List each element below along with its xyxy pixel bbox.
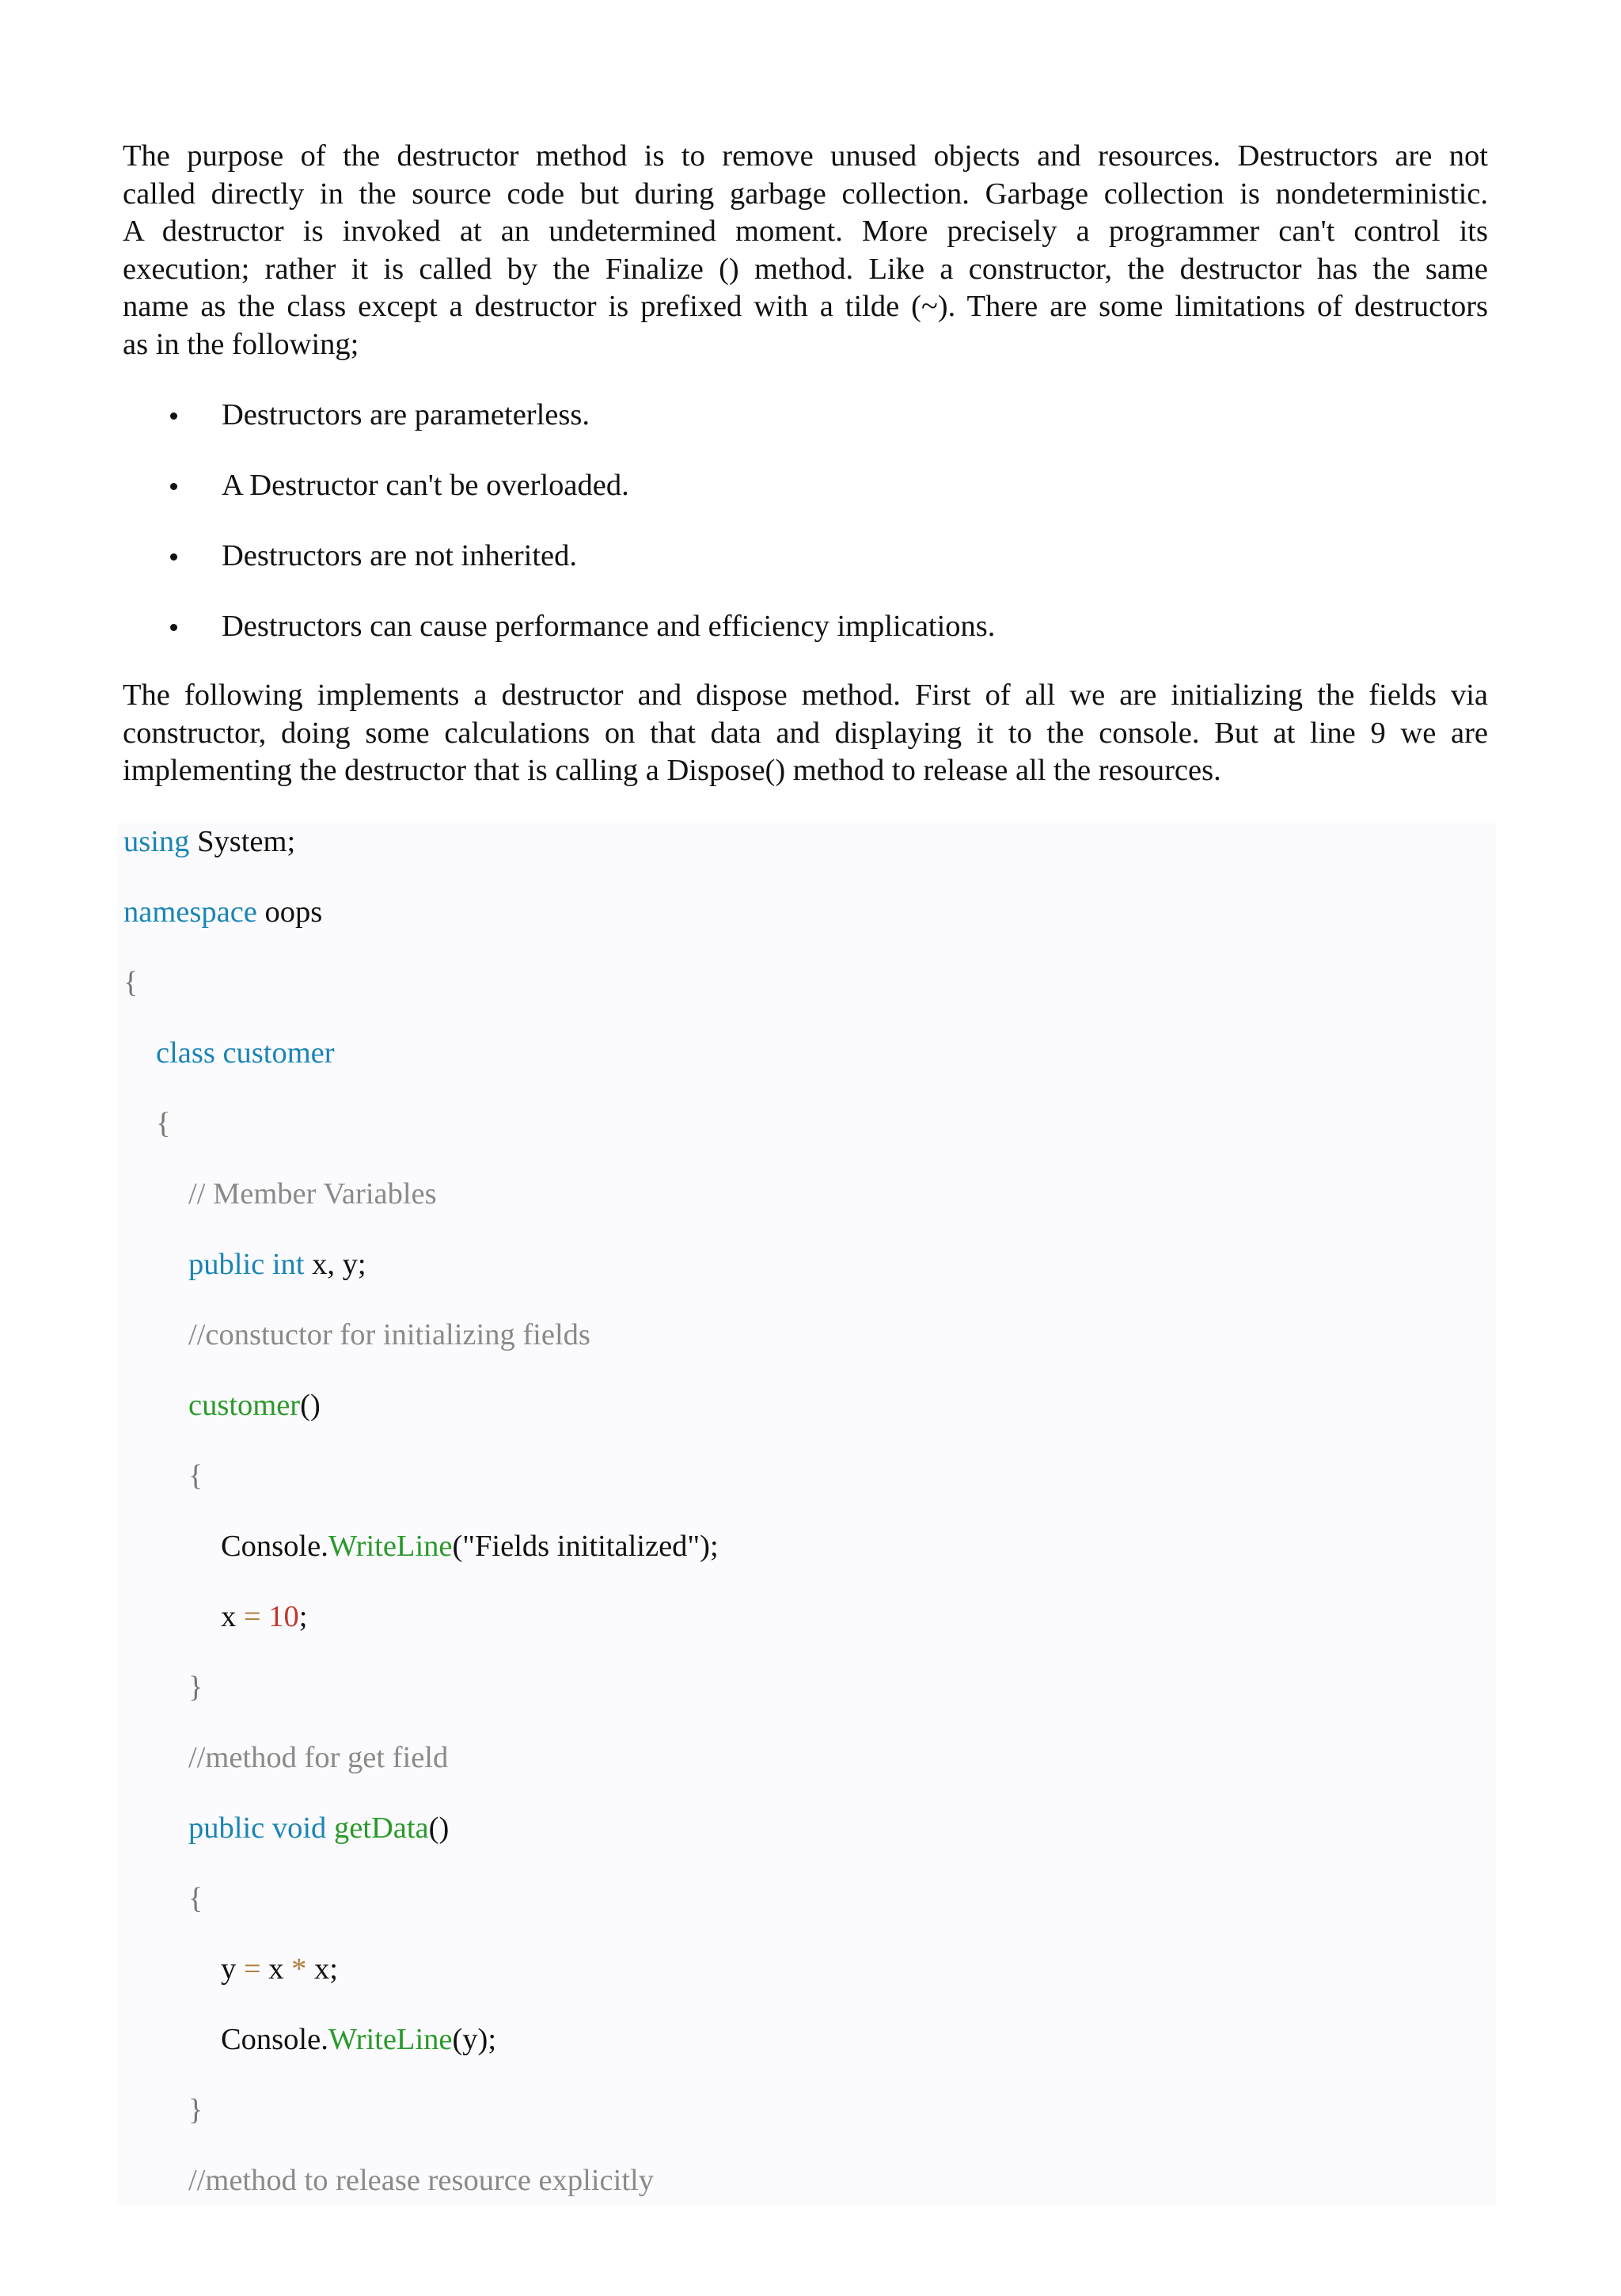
code-line [188, 1176, 437, 1214]
code-keyword: class customer [156, 1036, 335, 1070]
list-item [123, 397, 1468, 467]
text-line: constructor, doing some calculations on that data and displaying it to the console. But at line 9 we are [123, 716, 1488, 750]
code-block [117, 823, 1496, 2205]
text-line: as in the following; [123, 327, 359, 361]
code-text: System; [189, 825, 296, 858]
code-keyword: public int [188, 1248, 305, 1281]
code-text: ; [298, 1600, 308, 1633]
list-item [123, 467, 1468, 538]
code-line [123, 894, 322, 932]
code-line [188, 2092, 203, 2130]
text-line: The purpose of the destructor method is to remove unused objects and resources. Destructors are not [123, 139, 1488, 173]
code-operator: = [243, 1952, 261, 1986]
text-line: called directly in the source code but during garbage collection. Garbage collection is nondeterministic. [123, 177, 1488, 211]
list-item-text: Destructors are parameterless. [222, 398, 590, 431]
bullet-icon [170, 483, 177, 490]
code-text: () [428, 1811, 450, 1845]
code-brace: { [156, 1107, 171, 1140]
code-operator: * [291, 1952, 307, 1986]
code-keyword: namespace [123, 895, 257, 929]
code-line [188, 1669, 203, 1707]
code-text: x, y; [304, 1248, 366, 1281]
code-line [188, 1810, 449, 1848]
bullet-icon [170, 412, 177, 420]
code-function: customer [188, 1389, 301, 1422]
code-text: x; [306, 1952, 338, 1986]
code-line [221, 2021, 496, 2059]
code-comment: // Member Variables [188, 1177, 437, 1211]
code-function: getData [326, 1811, 429, 1845]
list-item-text: Destructors are not inherited. [222, 539, 578, 572]
list-item [123, 608, 1468, 679]
text-line: The following implements a destructor and dispose method. First of all we are initializing the fields via [123, 679, 1488, 712]
list-item-text: A Destructor can't be overloaded. [222, 469, 629, 502]
code-line [123, 823, 295, 861]
code-text: () [300, 1389, 321, 1422]
text-line: A destructor is invoked at an undetermined moment. More precisely a programmer can't control its [123, 215, 1488, 248]
code-operator: = [243, 1600, 261, 1633]
code-comment: //constuctor for initializing fields [188, 1318, 590, 1351]
code-brace: { [123, 966, 139, 999]
list-item-text: Destructors can cause performance and efficiency implications. [222, 610, 996, 643]
code-line [123, 964, 138, 1002]
code-comment: //method to release resource explicitly [188, 2164, 654, 2197]
code-line [188, 1387, 321, 1425]
code-function: WriteLine [328, 2023, 453, 2056]
code-keyword: using [123, 825, 190, 858]
code-number: 10 [260, 1600, 299, 1633]
code-text: x [221, 1600, 244, 1633]
code-brace: } [188, 2093, 203, 2127]
code-text: oops [256, 895, 323, 929]
text-line: name as the class except a destructor is prefixed with a tilde (~). There are some limitations of destructors [123, 290, 1488, 323]
code-brace: { [188, 1459, 203, 1492]
code-line [221, 1951, 338, 1989]
list-item [123, 538, 1468, 608]
text-line: implementing the destructor that is calling a Dispose() method to release all the resources. [123, 754, 1221, 787]
code-text: y [221, 1952, 244, 1986]
code-text: (y); [452, 2023, 497, 2056]
code-text: ("Fields inititalized"); [452, 1530, 719, 1563]
code-line [188, 1317, 590, 1355]
description-paragraph [123, 677, 1488, 790]
code-line [188, 1880, 203, 1918]
code-comment: //method for get field [188, 1741, 449, 1774]
code-brace: } [188, 1671, 203, 1704]
code-line [188, 1458, 203, 1496]
code-line [188, 1246, 366, 1284]
intro-paragraph [123, 138, 1488, 363]
code-line [188, 2162, 654, 2200]
code-keyword: public void [188, 1811, 327, 1845]
limitations-list [123, 397, 1468, 679]
code-line [156, 1035, 335, 1073]
code-text: x [260, 1952, 292, 1986]
text-line: execution; rather it is called by the Finalize () method. Like a constructor, the destructor has the same [123, 252, 1488, 286]
code-line [221, 1598, 307, 1636]
bullet-icon [170, 553, 177, 561]
code-line [221, 1528, 719, 1566]
code-text: Console. [221, 1530, 328, 1563]
code-brace: { [188, 1882, 203, 1915]
code-line [156, 1105, 170, 1143]
code-function: WriteLine [328, 1530, 453, 1563]
code-text: Console. [221, 2023, 328, 2056]
bullet-icon [170, 624, 177, 631]
code-line [188, 1739, 448, 1777]
